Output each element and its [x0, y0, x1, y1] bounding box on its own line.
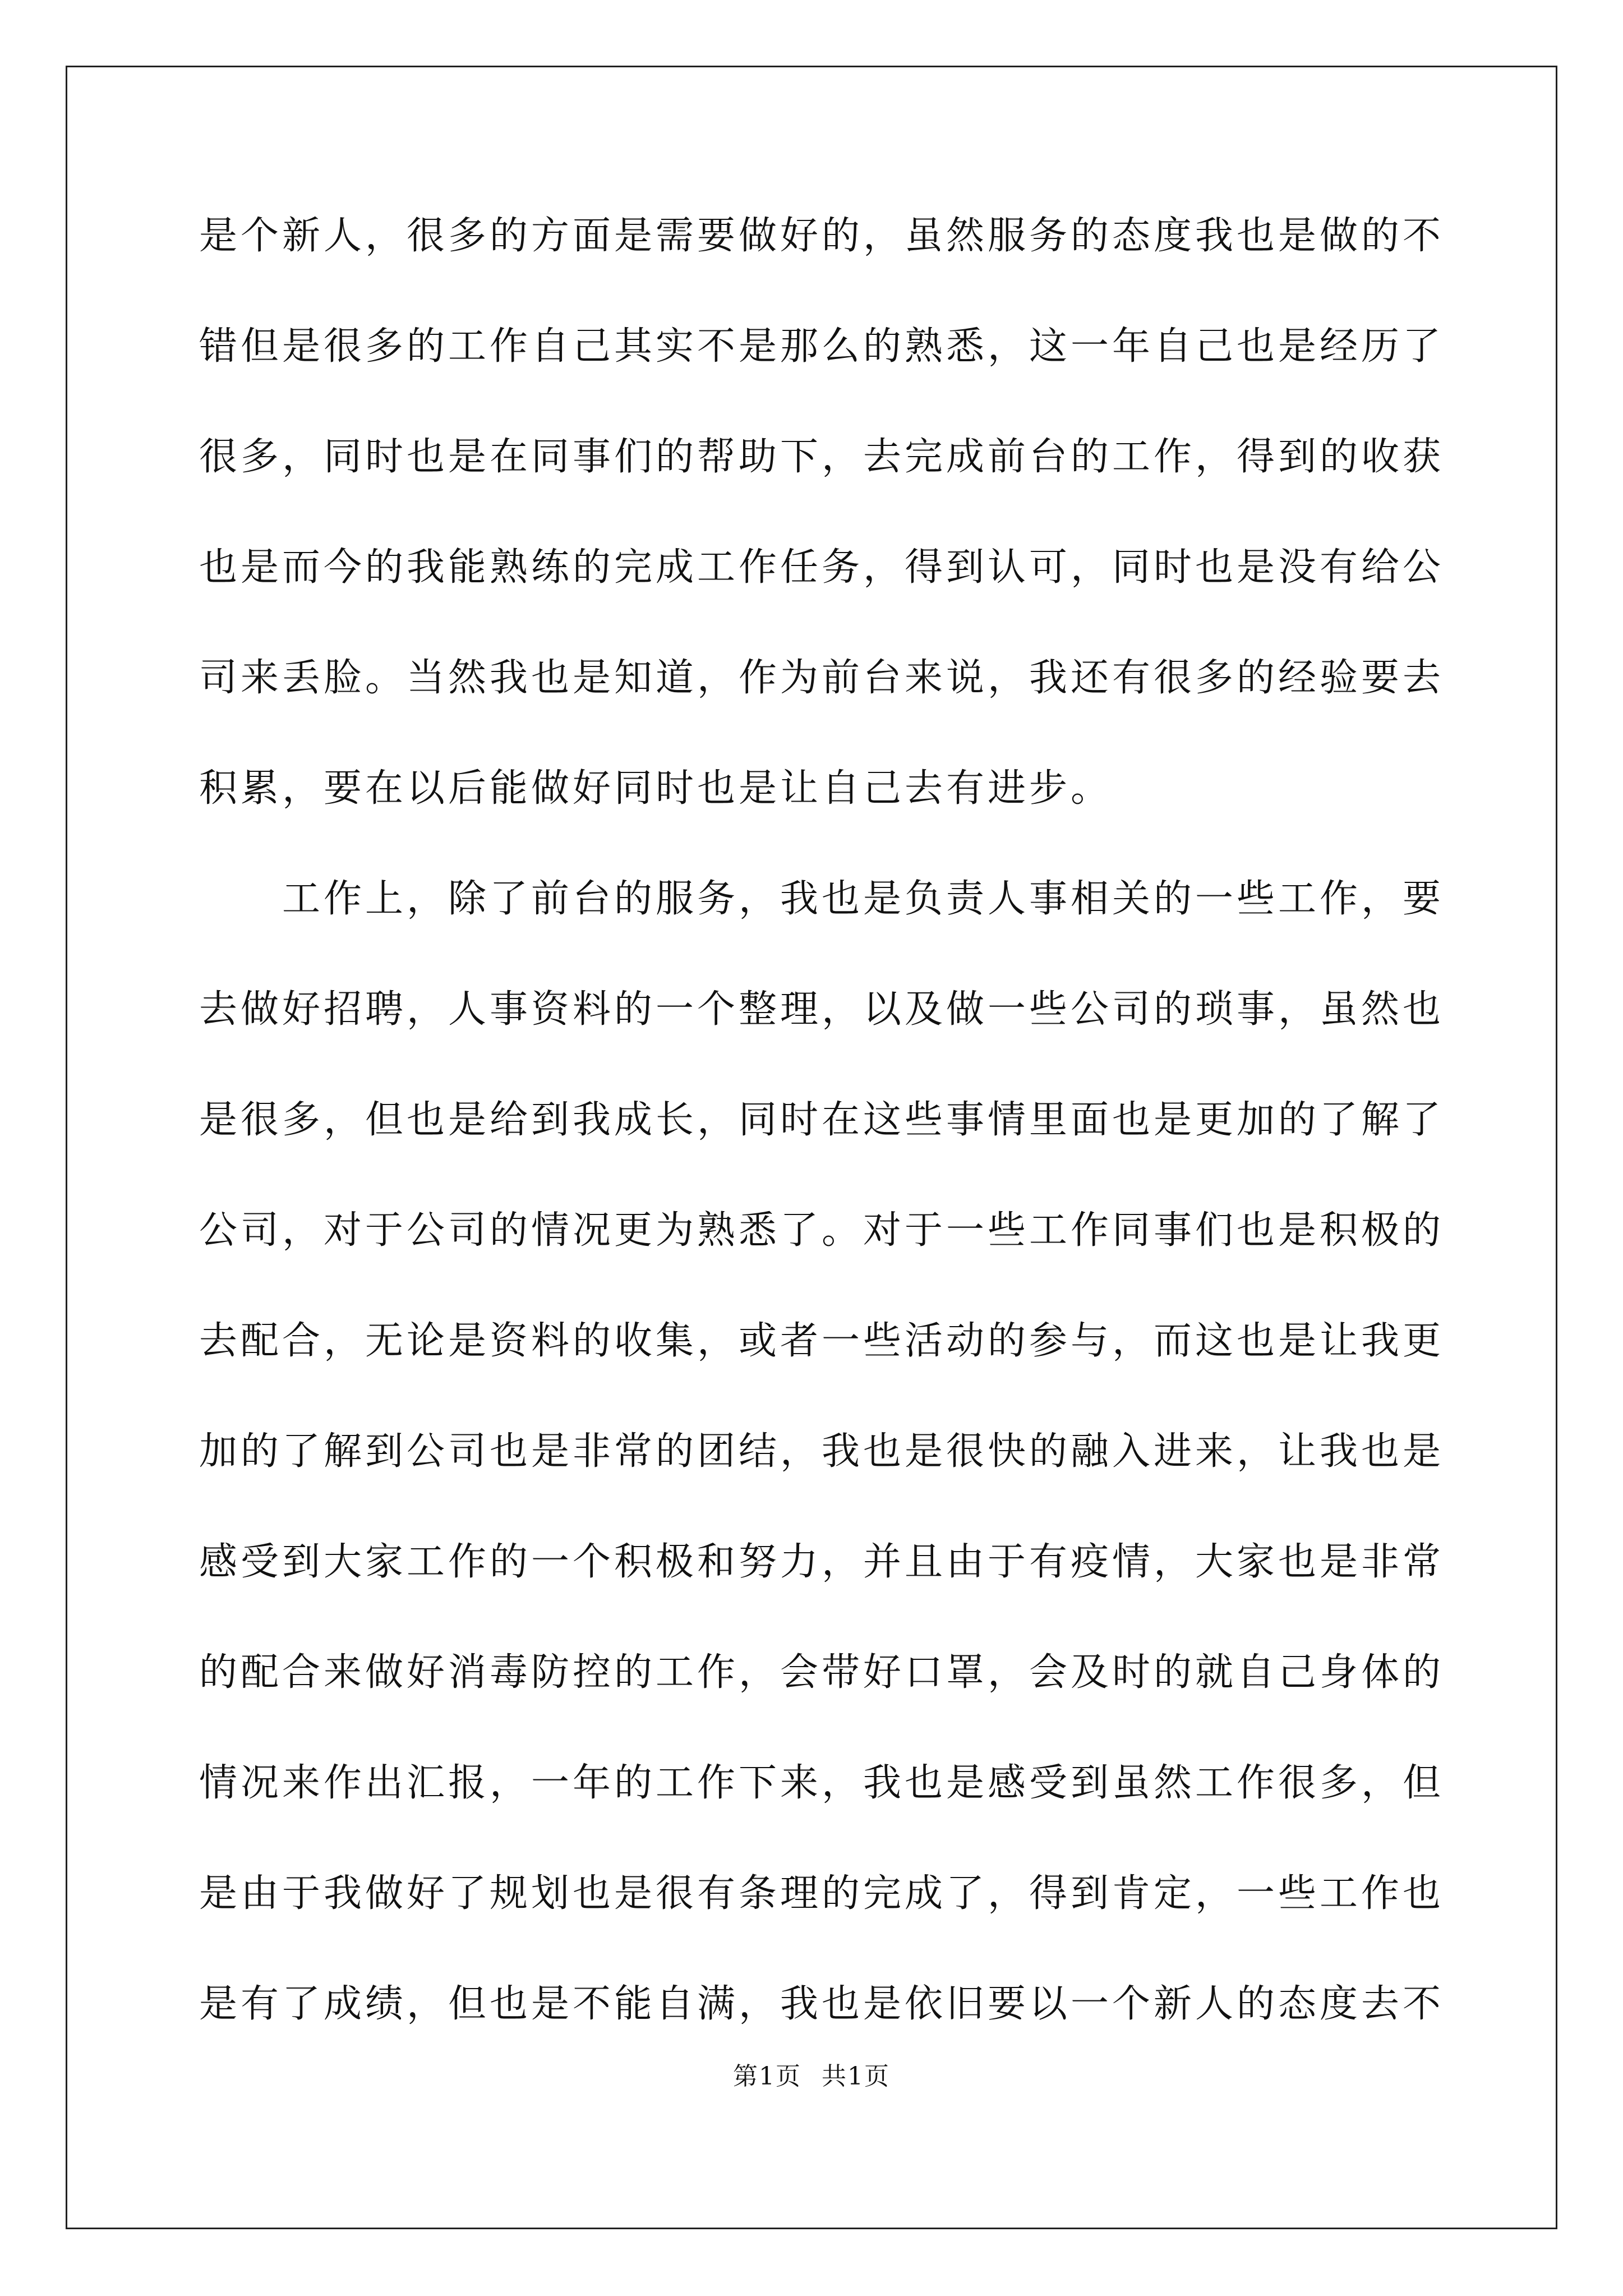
page-footer [0, 2060, 1623, 2093]
text-line: 司来丢脸。当然我也是知道，作为前台来说，我还有很多的经验要去 [199, 656, 1445, 700]
text-line: 的配合来做好消毒防控的工作，会带好口罩，会及时的就自己身体的 [199, 1650, 1445, 1695]
text-line: 去配合，无论是资料的收集，或者一些活动的参与，而这也是让我更 [199, 1319, 1445, 1363]
text-line: 加的了解到公司也是非常的团结，我也是很快的融入进来，让我也是 [199, 1429, 1445, 1474]
text-line: 是有了成绩，但也是不能自满，我也是依旧要以一个新人的态度去不 [199, 1982, 1445, 2026]
text-line: 是个新人，很多的方面是需要做好的，虽然服务的态度我也是做的不 [199, 214, 1445, 258]
page-total: 共1页 [822, 2062, 890, 2091]
text-line: 是很多，但也是给到我成长，同时在这些事情里面也是更加的了解了 [199, 1098, 1445, 1142]
text-line: 公司，对于公司的情况更为熟悉了。对于一些工作同事们也是积极的 [199, 1208, 1445, 1253]
text-line: 感受到大家工作的一个积极和努力，并且由于有疫情，大家也是非常 [199, 1540, 1445, 1584]
paragraph-first-line: 工作上，除了前台的服务，我也是负责人事相关的一些工作，要 [282, 877, 1445, 921]
text-line: 情况来作出汇报，一年的工作下来，我也是感受到虽然工作很多，但 [199, 1761, 1445, 1805]
document-body [199, 199, 1445, 2078]
text-line: 是由于我做好了规划也是很有条理的完成了，得到肯定，一些工作也 [199, 1871, 1445, 1916]
text-line: 错但是很多的工作自己其实不是那么的熟悉，这一年自己也是经历了 [199, 324, 1445, 369]
text-line: 很多，同时也是在同事们的帮助下，去完成前台的工作，得到的收获 [199, 435, 1445, 479]
text-line: 积累，要在以后能做好同时也是让自己去有进步。 [199, 766, 1113, 811]
page-number: 第1页 [733, 2062, 801, 2091]
text-line: 也是而今的我能熟练的完成工作任务，得到认可，同时也是没有给公 [199, 545, 1445, 590]
text-line: 去做好招聘，人事资料的一个整理，以及做一些公司的琐事，虽然也 [199, 987, 1445, 1032]
